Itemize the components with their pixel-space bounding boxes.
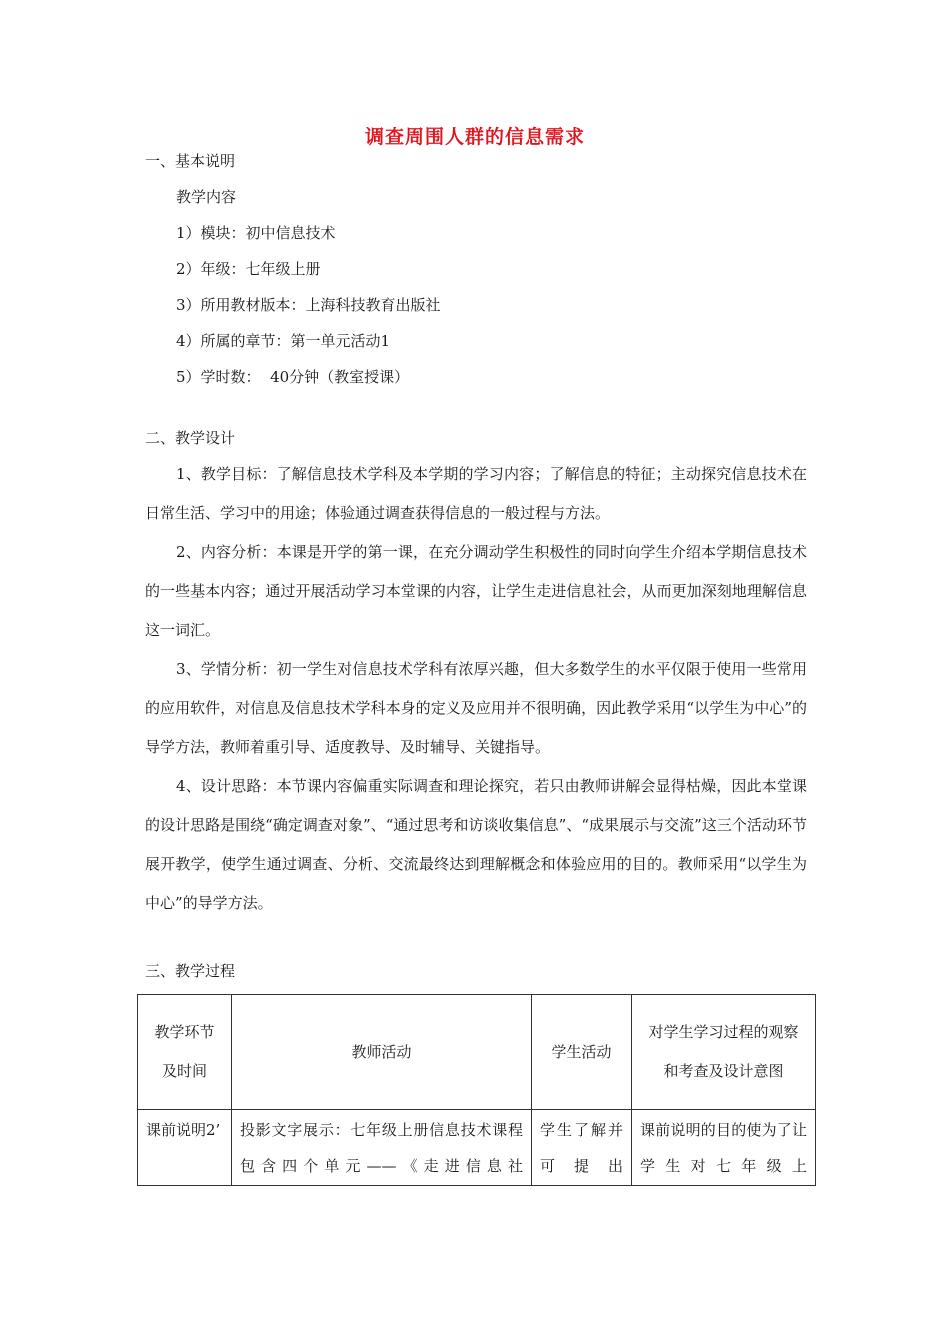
basic-info-item: 5）学时数： 40分钟（教室授课）	[176, 368, 410, 386]
table-row	[138, 1110, 816, 1186]
table-header-row	[138, 995, 816, 1110]
section1-heading: 一、基本说明	[145, 152, 236, 170]
table-cell: 课前说明2’	[138, 1110, 232, 1186]
table-cell: 投影文字展示：七年级上册信息技术课程包含四个单元——《走进信息社	[232, 1110, 532, 1186]
section3-heading: 三、教学过程	[145, 962, 236, 980]
teaching-design-paragraph	[145, 455, 807, 923]
section2-heading: 二、教学设计	[145, 429, 236, 447]
document-title: 调查周围人群的信息需求	[364, 126, 585, 148]
basic-info-item: 3）所用教材版本：上海科技教育出版社	[176, 296, 441, 314]
basic-info-item: 1）模块：初中信息技术	[176, 224, 336, 242]
teaching-process-table	[137, 994, 816, 1186]
paragraph-student-analysis: 3、学情分析：初一学生对信息技术学科有浓厚兴趣，但大多数学生的水平仅限于使用一些常用的应用软件，对信息及信息技术学科本身的定义及应用并不很明确，因此教学采用“以学生为中心”的导学方法，教师着重引导、适度教导、及时辅导、关键指导。	[145, 660, 807, 756]
table-header-cell: 教师活动	[232, 995, 532, 1110]
section1-subheading: 教学内容	[176, 188, 237, 206]
paragraph-goal: 1、教学目标：了解信息技术学科及本学期的学习内容；了解信息的特征；主动探究信息技术在日常生活、学习中的用途；体验通过调查获得信息的一般过程与方法。	[145, 465, 807, 522]
paragraph-content-analysis: 2、内容分析：本课是开学的第一课，在充分调动学生积极性的同时向学生介绍本学期信息技术的一些基本内容；通过开展活动学习本堂课的内容，让学生走进信息社会，从而更加深刻地理解信息这一词汇。	[145, 543, 807, 639]
table-header-cell: 对学生学习过程的观察和考查及设计意图	[632, 995, 816, 1110]
table-cell: 学生了解并可提出	[532, 1110, 632, 1186]
paragraph-design-idea: 4、设计思路：本节课内容偏重实际调查和理论探究，若只由教师讲解会显得枯燥，因此本堂课的设计思路是围绕“确定调查对象”、“通过思考和访谈收集信息”、“成果展示与交流”这三个活动环节展开教学，使学生通过调查、分析、交流最终达到理解概念和体验应用的目的。教师采用“以学生为中心”的导学方法。	[145, 777, 807, 912]
table-cell: 课前说明的目的使为了让学生对七年级上	[632, 1110, 816, 1186]
table-header-cell: 学生活动	[532, 995, 632, 1110]
table-header-cell: 教学环节及时间	[138, 995, 232, 1110]
basic-info-item: 4）所属的章节：第一单元活动1	[176, 332, 391, 350]
basic-info-item: 2）年级：七年级上册	[176, 260, 321, 278]
